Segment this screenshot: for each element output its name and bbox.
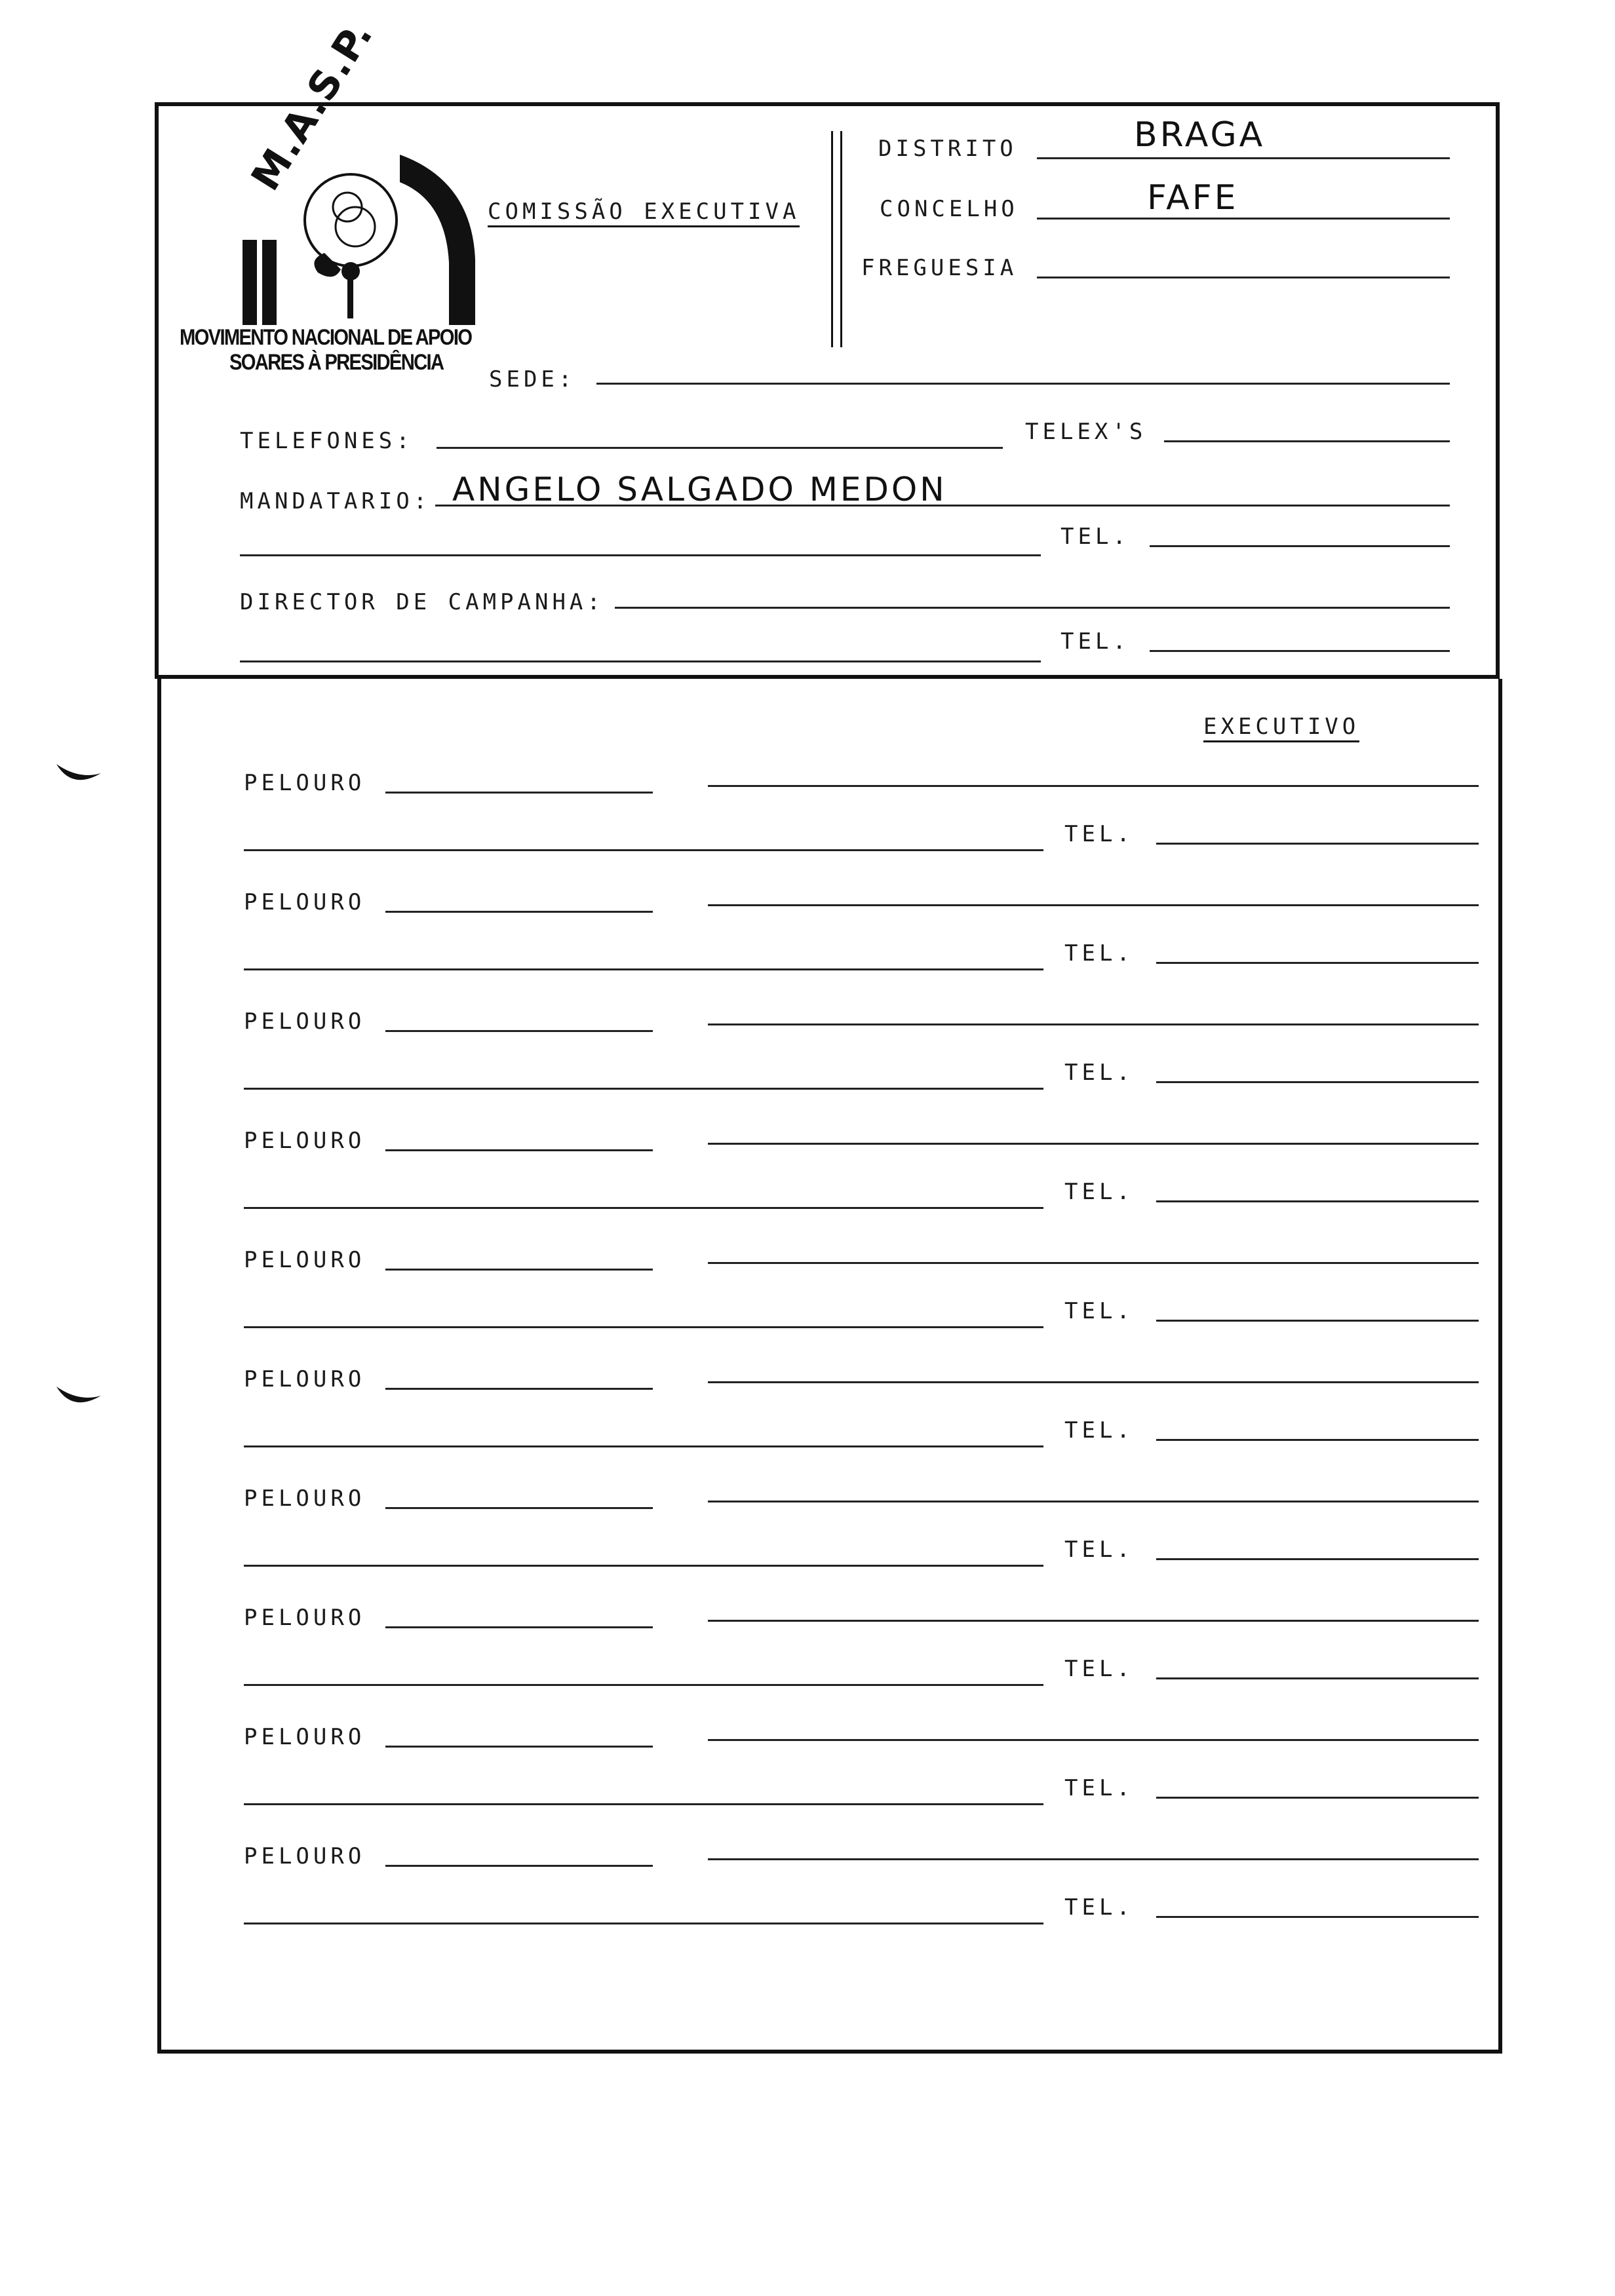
- director-label: DIRECTOR DE CAMPANHA:: [240, 589, 604, 615]
- pelouro-name-field[interactable]: [708, 904, 1479, 906]
- pelouro-name-field[interactable]: [708, 1143, 1479, 1145]
- pelouro-tel-label: TEL.: [1064, 1775, 1134, 1801]
- director-tel-label: TEL.: [1060, 628, 1130, 655]
- pelouro-tel-label: TEL.: [1064, 1179, 1134, 1205]
- distrito-value: BRAGA: [1134, 115, 1266, 155]
- executivo-title: EXECUTIVO: [1203, 716, 1359, 742]
- freguesia-label: FREGUESIA: [861, 255, 1018, 281]
- telefones-field[interactable]: [437, 447, 1003, 449]
- pelouro-label: PELOURO: [244, 889, 366, 915]
- pelouro-name-field[interactable]: [708, 1858, 1479, 1860]
- pelouro-field[interactable]: [385, 1149, 653, 1151]
- punch-hole-icon: [52, 1383, 105, 1415]
- pelouro-field[interactable]: [385, 1626, 653, 1628]
- pelouro-field[interactable]: [385, 911, 653, 913]
- pelouro-tel-field[interactable]: [1156, 1916, 1479, 1918]
- telex-field[interactable]: [1164, 440, 1450, 442]
- concelho-label: CONCELHO: [880, 196, 1019, 222]
- page-title: COMISSÃO EXECUTIVA: [488, 201, 800, 227]
- pelouro-address-field[interactable]: [244, 849, 1043, 851]
- pelouro-tel-label: TEL.: [1064, 1417, 1134, 1444]
- pelouro-name-field[interactable]: [708, 1262, 1479, 1264]
- pelouro-tel-label: TEL.: [1064, 1656, 1134, 1682]
- pelouro-name-field[interactable]: [708, 1620, 1479, 1622]
- pelouro-address-field[interactable]: [244, 1326, 1043, 1328]
- pelouro-tel-field[interactable]: [1156, 1081, 1479, 1083]
- punch-hole-icon: [52, 760, 105, 793]
- sede-label: SEDE:: [489, 366, 576, 392]
- logo-line-2: SOARES À PRESIDÊNCIA: [229, 350, 444, 375]
- logo-emblem-icon: [184, 128, 498, 351]
- concelho-value: FAFE: [1147, 178, 1239, 218]
- pelouro-tel-field[interactable]: [1156, 1200, 1479, 1202]
- concelho-field[interactable]: [1037, 218, 1450, 220]
- pelouro-field[interactable]: [385, 1865, 653, 1867]
- pelouro-tel-label: TEL.: [1064, 1894, 1134, 1921]
- freguesia-field[interactable]: [1037, 277, 1450, 278]
- pelouro-label: PELOURO: [244, 1485, 366, 1512]
- pelouro-tel-label: TEL.: [1064, 1298, 1134, 1324]
- distrito-field[interactable]: [1037, 157, 1450, 159]
- pelouro-label: PELOURO: [244, 1605, 366, 1631]
- mandatario-label: MANDATARIO:: [240, 488, 431, 514]
- pelouro-address-field[interactable]: [244, 1923, 1043, 1924]
- pelouro-label: PELOURO: [244, 1724, 366, 1750]
- pelouro-field[interactable]: [385, 1030, 653, 1032]
- pelouro-name-field[interactable]: [708, 1501, 1479, 1502]
- director-field-2[interactable]: [240, 660, 1041, 662]
- pelouro-label: PELOURO: [244, 1247, 366, 1273]
- pelouro-tel-field[interactable]: [1156, 1320, 1479, 1322]
- mandatario-value: ANGELO SALGADO MEDON: [452, 470, 947, 508]
- pelouro-field[interactable]: [385, 1746, 653, 1748]
- pelouro-name-field[interactable]: [708, 1024, 1479, 1025]
- logo-line-1: MOVIMENTO NACIONAL DE APOIO: [180, 325, 472, 350]
- pelouro-tel-label: TEL.: [1064, 1537, 1134, 1563]
- pelouro-tel-label: TEL.: [1064, 1060, 1134, 1086]
- pelouro-field[interactable]: [385, 1269, 653, 1271]
- pelouro-tel-field[interactable]: [1156, 962, 1479, 964]
- pelouro-address-field[interactable]: [244, 1445, 1043, 1447]
- pelouro-address-field[interactable]: [244, 1565, 1043, 1567]
- pelouro-tel-field[interactable]: [1156, 1677, 1479, 1679]
- sede-field[interactable]: [596, 383, 1450, 385]
- distrito-label: DISTRITO: [878, 136, 1017, 162]
- director-field[interactable]: [615, 607, 1450, 609]
- header-divider: [831, 131, 833, 347]
- pelouro-name-field[interactable]: [708, 1381, 1479, 1383]
- director-tel-field[interactable]: [1150, 650, 1450, 652]
- pelouro-address-field[interactable]: [244, 1684, 1043, 1686]
- header-divider: [840, 131, 842, 347]
- masp-logo: [180, 12, 498, 391]
- pelouro-label: PELOURO: [244, 1128, 366, 1154]
- pelouro-address-field[interactable]: [244, 968, 1043, 970]
- pelouro-label: PELOURO: [244, 1366, 366, 1392]
- pelouro-tel-field[interactable]: [1156, 843, 1479, 845]
- pelouro-label: PELOURO: [244, 1843, 366, 1869]
- telefones-label: TELEFONES:: [240, 428, 414, 454]
- pelouro-tel-field[interactable]: [1156, 1797, 1479, 1799]
- pelouro-field[interactable]: [385, 792, 653, 794]
- pelouro-tel-label: TEL.: [1064, 940, 1134, 966]
- pelouro-tel-field[interactable]: [1156, 1439, 1479, 1441]
- mandatario-tel-field[interactable]: [1150, 545, 1450, 547]
- pelouro-name-field[interactable]: [708, 1739, 1479, 1741]
- mandatario-tel-label: TEL.: [1060, 524, 1130, 550]
- pelouro-field[interactable]: [385, 1507, 653, 1509]
- mandatario-field-2[interactable]: [240, 554, 1041, 556]
- pelouro-tel-field[interactable]: [1156, 1558, 1479, 1560]
- pelouro-address-field[interactable]: [244, 1207, 1043, 1209]
- pelouro-label: PELOURO: [244, 1008, 366, 1035]
- pelouro-address-field[interactable]: [244, 1803, 1043, 1805]
- logo-initials: M.A.S.P.: [243, 12, 383, 199]
- telex-label: TELEX'S: [1025, 419, 1147, 445]
- pelouro-address-field[interactable]: [244, 1088, 1043, 1090]
- pelouro-field[interactable]: [385, 1388, 653, 1390]
- pelouro-name-field[interactable]: [708, 785, 1479, 787]
- pelouro-label: PELOURO: [244, 770, 366, 796]
- pelouro-tel-label: TEL.: [1064, 821, 1134, 847]
